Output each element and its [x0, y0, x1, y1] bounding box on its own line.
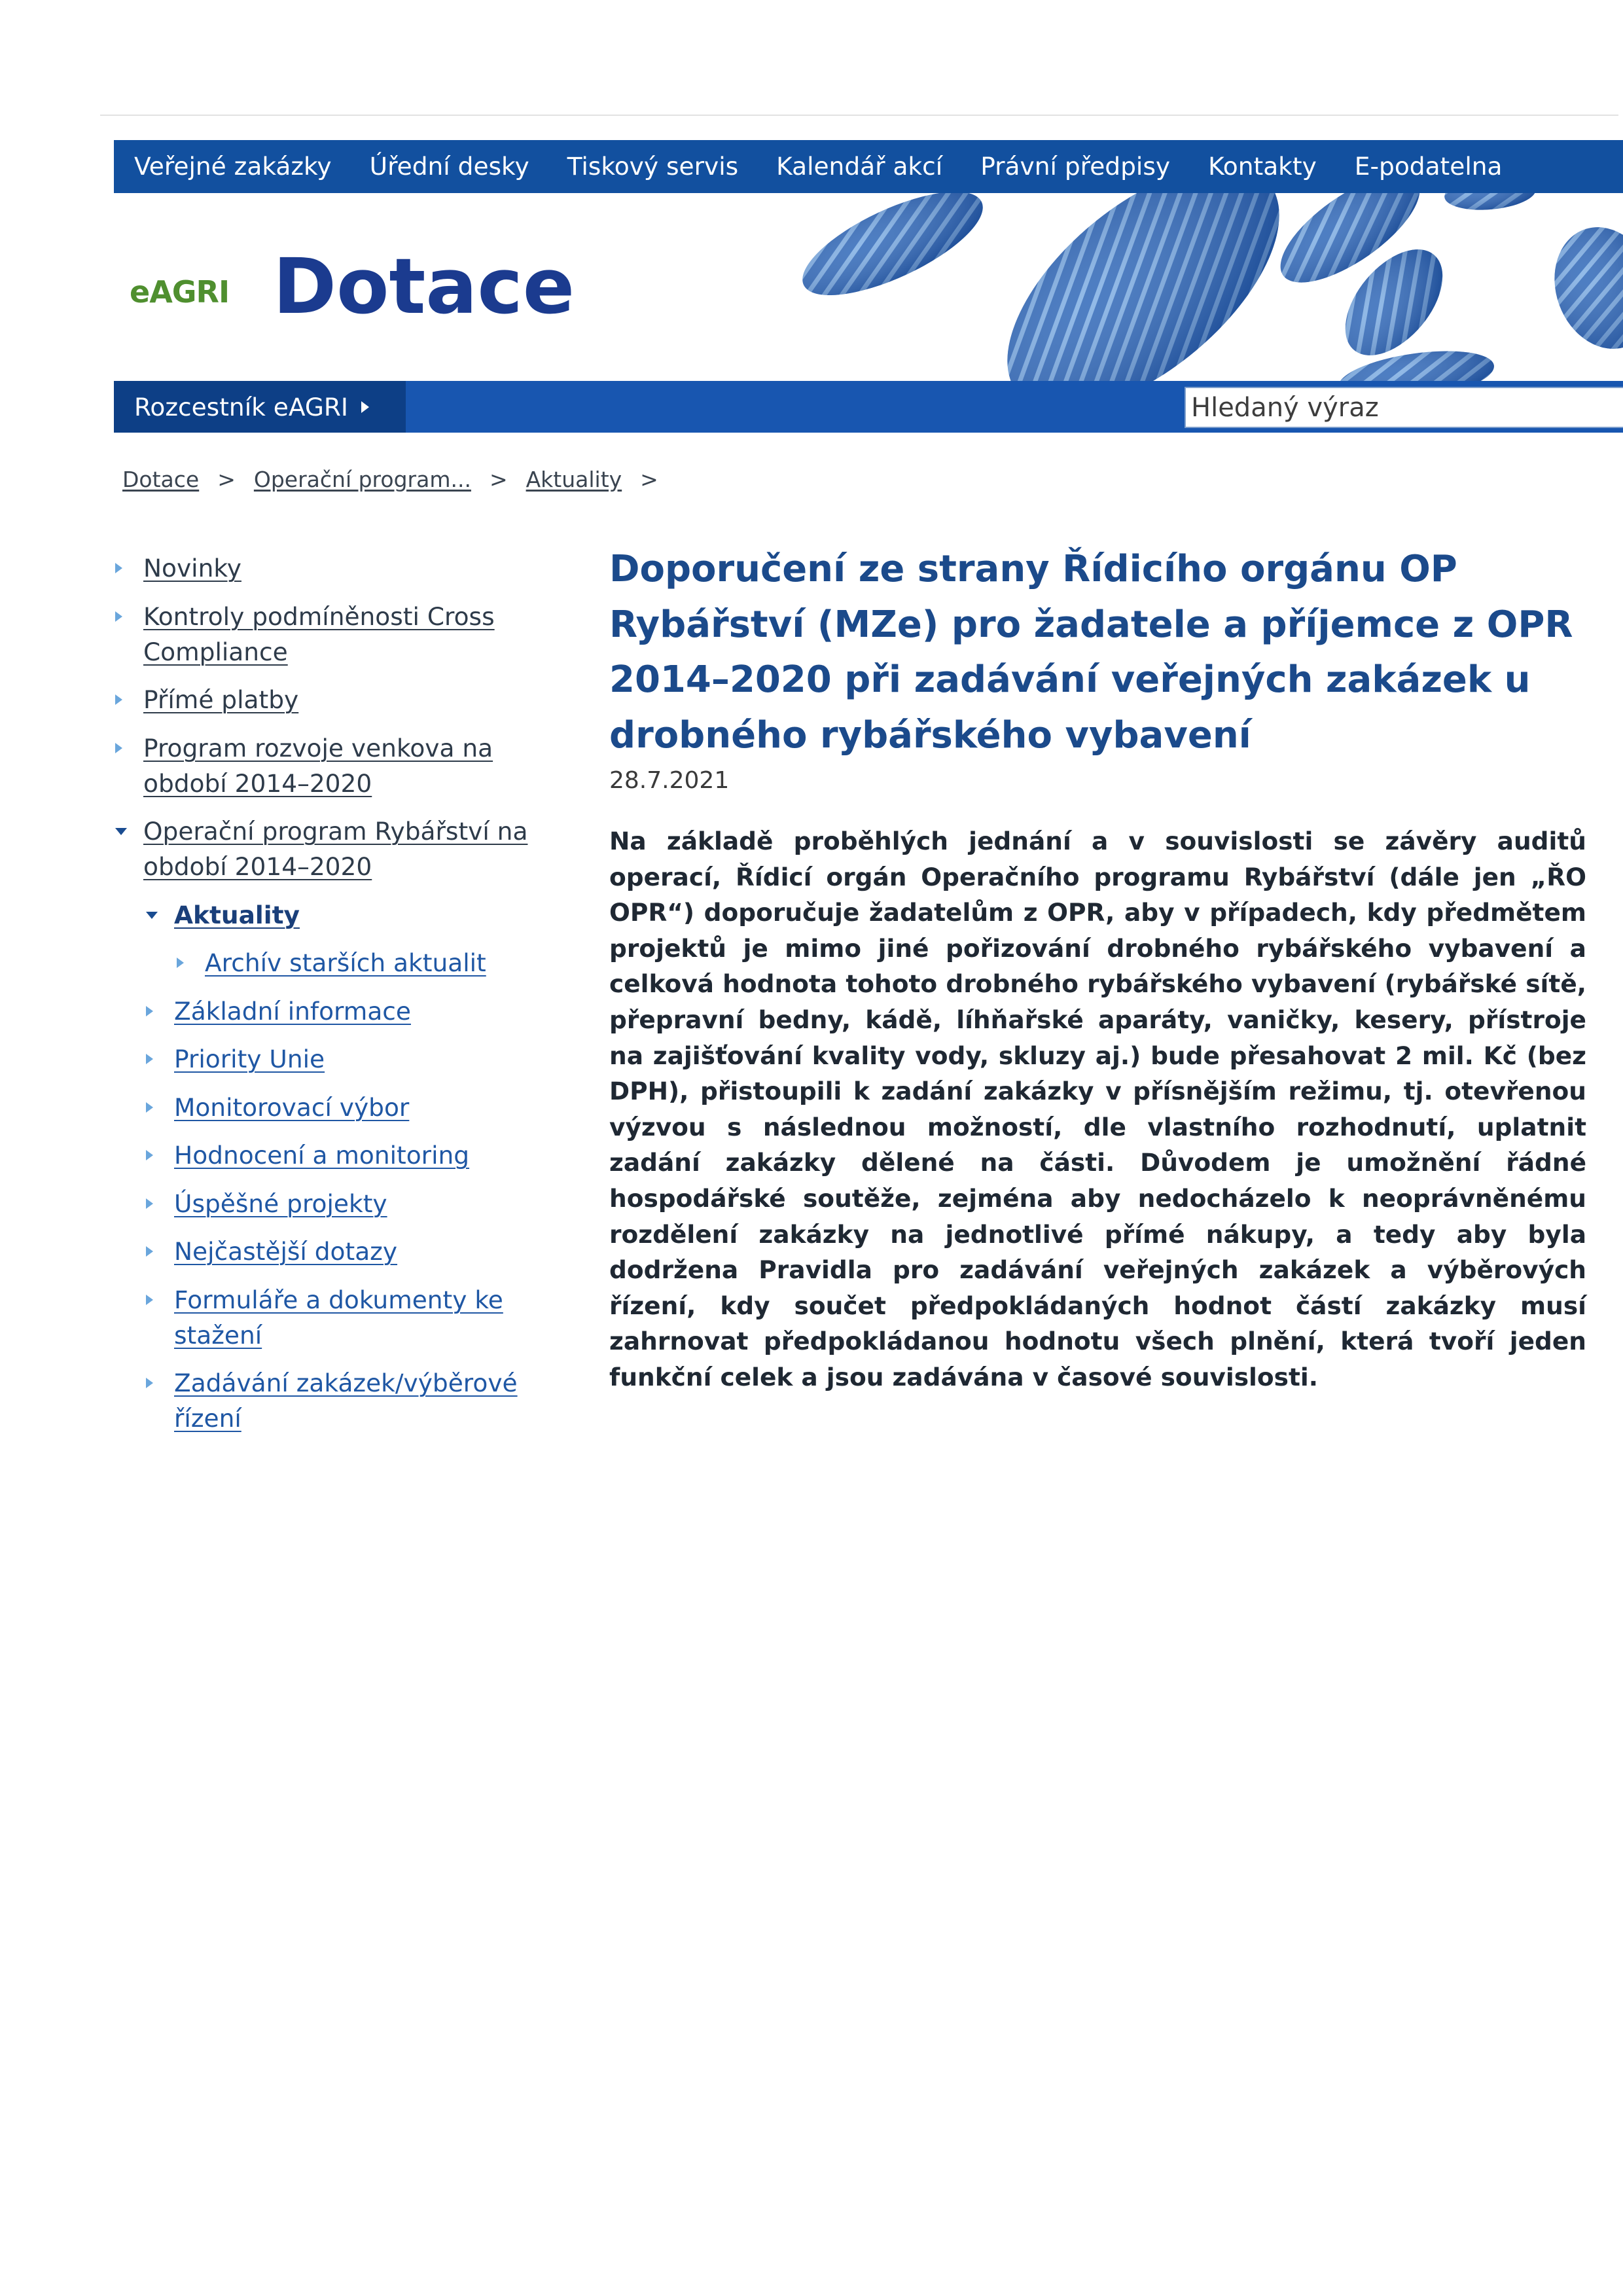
sidebar-link-hodnoceni[interactable]: Hodnocení a monitoring [174, 1141, 470, 1170]
sidebar-item-cross-compliance [115, 599, 541, 670]
site-banner [114, 193, 1623, 381]
breadcrumb-separator: > [489, 467, 508, 492]
breadcrumb-link-aktuality[interactable]: Aktuality [526, 467, 622, 492]
search-input[interactable] [1185, 387, 1623, 428]
caret-right-icon [177, 958, 184, 968]
coin-stack [1538, 213, 1623, 363]
sidebar-link-op-rybarstvi[interactable]: Operační program Rybářství na období 2014–2020 [143, 817, 528, 881]
caret-right-icon [146, 1246, 153, 1257]
sidebar-link-prime-platby[interactable]: Přímé platby [143, 685, 299, 714]
nav-link-pravni-predpisy[interactable]: Právní předpisy [980, 152, 1171, 181]
caret-right-icon [146, 1006, 153, 1016]
article [609, 542, 1586, 1395]
sidebar-link-archiv[interactable]: Archív starších aktualit [205, 948, 486, 977]
caret-right-icon [115, 694, 122, 705]
eagri-logo[interactable]: eAGRI [130, 274, 230, 310]
sidebar-link-cross-compliance[interactable]: Kontroly podmíněnosti Cross Compliance [143, 601, 495, 666]
sidebar-item-dotazy [115, 1234, 541, 1269]
caret-down-icon [115, 828, 127, 835]
caret-right-icon [146, 1378, 153, 1388]
top-divider [100, 115, 1618, 116]
caret-right-icon [361, 401, 369, 413]
banner-coins-image [785, 193, 1623, 381]
sidebar-item-uspesne-projekty [115, 1186, 541, 1221]
coin-stack [1443, 193, 1537, 213]
sidebar-item-zakladni-informace [115, 994, 541, 1029]
article-body: Na základě proběhlých jednání a v souvislosti se závěry auditů operací, Řídicí orgán Operačního programu Rybářství (dále jen „ŘO OPR“) doporučuje žadatelům z OPR, aby v případech, kdy předmětem projektů je mimo jiné pořizování drobného rybářského vybavení a celková hodnota tohoto drobného rybářského vybavení (rybářské sítě, přepravní bedny, kádě, líhňařské aparáty, vaničky, kesery, přístroje na zajišťování kvality vody, skluzy aj.) bude přesahovat 2 mil. Kč (bez DPH), přistoupili k zadání zakázky v přísnějším režimu, tj. otevřenou výzvou s následnou možností, dle vlastního rozhodnutí, uplatnit zadání zakázky dělené na části. Důvodem je umožnění řádné hospodářské soutěže, zejména aby nedocházelo k neoprávněnému rozdělení zakázky na jednotlivé přímé nákupy, a tedy aby byla dodržena Pravidla pro zadávání veřejných zakázek a výběrových řízení, kdy součet předpokládaných hodnot částí zakázky musí zahrnovat předpokládanou hodnotu všech plnění, která tvoří jeden funkční celek a jsou zadávána v časové souvislosti. [609, 827, 1586, 1391]
sidebar-link-zadavani-zakazek[interactable]: Zadávání zakázek/výběrové řízení [174, 1369, 518, 1433]
sidebar-item-monitorovaci-vybor [115, 1090, 541, 1125]
sidebar-item-hodnoceni [115, 1138, 541, 1173]
nav-link-verejne-zakazky[interactable]: Veřejné zakázky [134, 152, 332, 181]
caret-right-icon [146, 1054, 153, 1064]
caret-right-icon [115, 563, 122, 573]
sidebar-link-program-rozvoje-venkova[interactable]: Program rozvoje venkova na období 2014–2020 [143, 733, 493, 798]
breadcrumb-separator: > [217, 467, 236, 492]
sidebar-item-program-rozvoje-venkova [115, 730, 541, 801]
coin-stack [965, 193, 1321, 381]
caret-right-icon [146, 1295, 153, 1305]
nav-link-uredni-desky[interactable]: Úřední desky [369, 152, 529, 181]
sidebar-link-priority-unie[interactable]: Priority Unie [174, 1045, 325, 1073]
article-title: Doporučení ze strany Řídicího orgánu OP Rybářství (MZe) pro žadatele a příjemce z OPR 2014–2020 při zadávání veřejných zakázek u drobného rybářského vybavení [609, 548, 1573, 757]
gateway-menu-label: Rozcestník eAGRI [134, 392, 348, 422]
caret-down-icon [146, 912, 158, 919]
sidebar-link-aktuality[interactable]: Aktuality [174, 900, 300, 929]
sidebar-item-archiv [115, 945, 541, 980]
sidebar-link-dotazy[interactable]: Nejčastější dotazy [174, 1237, 398, 1266]
sidebar-item-priority-unie [115, 1041, 541, 1077]
sidebar-link-monitorovaci-vybor[interactable]: Monitorovací výbor [174, 1092, 410, 1122]
sidebar-link-formulare[interactable]: Formuláře a dokumenty ke stažení [174, 1285, 503, 1350]
top-navigation [114, 140, 1623, 193]
breadcrumb-link-operacni-program[interactable]: Operační program... [253, 467, 471, 492]
sidebar-item-novinky [115, 550, 541, 586]
breadcrumb [122, 465, 677, 494]
sidebar-item-formulare [115, 1282, 541, 1353]
caret-right-icon [146, 1150, 153, 1160]
breadcrumb-link-dotace[interactable]: Dotace [122, 467, 200, 492]
sidebar-link-zakladni-informace[interactable]: Základní informace [174, 996, 411, 1026]
caret-right-icon [115, 743, 122, 753]
sidebar-menu [115, 550, 541, 1449]
nav-link-kalendar-akci[interactable]: Kalendář akcí [776, 152, 943, 181]
caret-right-icon [115, 611, 122, 622]
sidebar-item-prime-platby [115, 682, 541, 717]
site-title[interactable]: Dotace [273, 242, 575, 331]
sidebar-link-novinky[interactable]: Novinky [143, 554, 241, 583]
nav-link-tiskovy-servis[interactable]: Tiskový servis [567, 152, 739, 181]
caret-right-icon [146, 1102, 153, 1113]
nav-link-e-podatelna[interactable]: E-podatelna [1354, 152, 1503, 181]
breadcrumb-separator: > [640, 467, 658, 492]
sidebar-item-op-rybarstvi [115, 814, 541, 884]
article-date: 28.7.2021 [609, 767, 730, 794]
sidebar-item-zadavani-zakazek [115, 1365, 541, 1436]
sidebar-item-aktuality [115, 897, 541, 933]
nav-link-kontakty[interactable]: Kontakty [1208, 152, 1317, 181]
sidebar-link-uspesne-projekty[interactable]: Úspěšné projekty [174, 1189, 387, 1218]
caret-right-icon [146, 1198, 153, 1209]
coin-stack [789, 193, 996, 316]
gateway-menu-button[interactable] [114, 381, 406, 433]
